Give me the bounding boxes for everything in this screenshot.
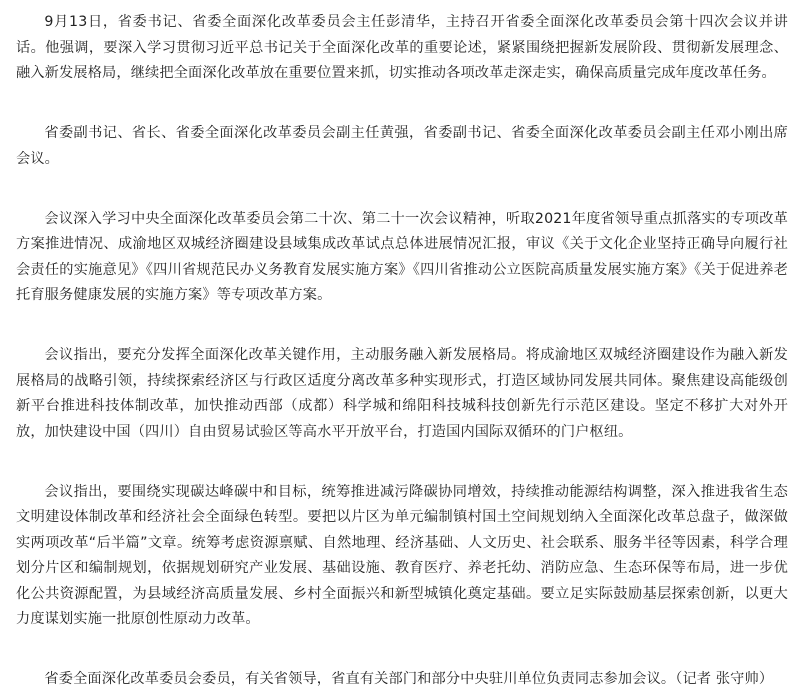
paragraph-development-pattern: 会议指出，要充分发挥全面深化改革关键作用，主动服务融入新发展格局。将成渝地区双城经济圈建设作为融入新发展格局的战略引领，持续探索经济区与行政区适度分离改革多种实现形式，打造区域协同发展共同体。聚焦建设高能级创新平台推进科技体制改革，加快推动西部（成都）科学城和绵阳科技城科技创新先行示范区建设。坚定不移扩大对外开放，加快建设中国（四川）自由贸易试验区等高水平开放平台，打造国内国际双循环的门户枢纽。 xyxy=(16,347,788,440)
paragraph-attendees: 省委副书记、省长、省委全面深化改革委员会副主任黄强，省委副书记、省委全面深化改革委员会副主任邓小刚出席会议。 xyxy=(16,125,788,167)
paragraph-carbon-goals: 会议指出，要围绕实现碳达峰碳中和目标，统筹推进减污降碳协同增效，持续推动能源结构调整，深入推进我省生态文明建设体制改革和经济社会全面绿色转型。要把以片区为单元编制镇村国土空间规划纳入全面深化改革总盘子，做深做实两项改革“后半篇”文章。统筹考虑资源禀赋、自然地理、经济基础、人文历史、社会联系、服务半径等因素，科学合理划分片区和编制规划，依据规划研究产业发展、基础设施、教育医疗、养老托幼、消防应急、生态环保等布局，进一步优化公共资源配置，为县域经济高质量发展、乡村全面振兴和新型城镇化奠定基础。要立足实际鼓励基层探索创新，以更大力度谋划实施一批原创性原动力改革。 xyxy=(16,483,788,627)
paragraph-participants-byline: 省委全面深化改革委员会委员，有关省领导，省直有关部门和部分中央驻川单位负责同志参加会议。（记者 张守帅） xyxy=(44,671,774,687)
paragraph-meeting-overview: 9月13日，省委书记、省委全面深化改革委员会主任彭清华，主持召开省委全面深化改革委员会第十四次会议并讲话。他强调，要深入学习贯彻习近平总书记关于全面深化改革的重要论述，紧紧围绕把握新发展阶段、贯彻新发展理念、融入新发展格局，继续把全面深化改革放在重要位置来抓，切实推动各项改革走深走实，确保高质量完成年度改革任务。 xyxy=(16,14,788,81)
paragraph-reform-plans: 会议深入学习中央全面深化改革委员会第二十次、第二十一次会议精神，听取2021年度省领导重点抓落实的专项改革方案推进情况、成渝地区双城经济圈建设县域集成改革试点总体进展情况汇报，审议《关于文化企业坚持正确导向履行社会责任的实施意见》《四川省规范民办义务教育发展实施方案》《四川省推动公立医院高质量发展实施方案》《关于促进养老托育服务健康发展的实施方案》等专项改革方案。 xyxy=(16,210,788,303)
